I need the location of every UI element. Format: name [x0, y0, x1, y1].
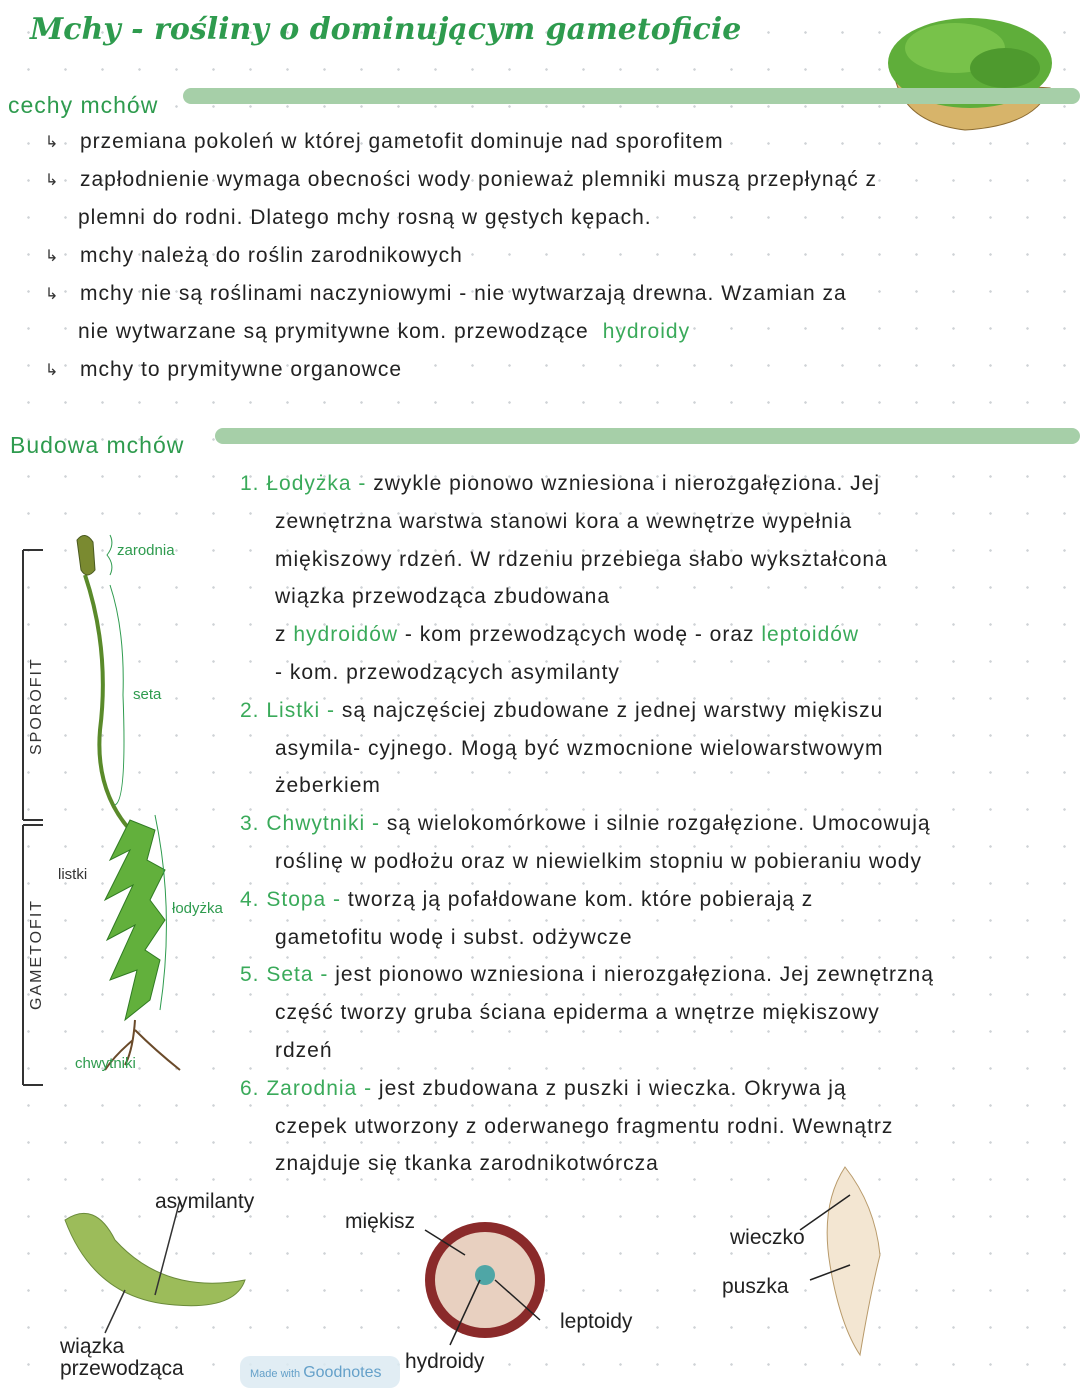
page-title: Mchy - rośliny o dominującym gametoficie: [30, 12, 742, 47]
capsule-image: [790, 1165, 900, 1360]
structure-item: [240, 1077, 847, 1101]
item-heading: 2. Listki -: [240, 698, 336, 722]
structure-line: [275, 510, 852, 534]
structure-line: [275, 1001, 880, 1025]
label-zarodnia: zarodnia: [117, 542, 175, 559]
line-text: tworzą ją pofałdowane kom. które pobierają z: [341, 887, 814, 911]
line-text: znajduje się tkanka zarodnikotwórcza: [275, 1152, 659, 1176]
bullet-arrow-icon: ↳: [45, 248, 59, 265]
structure-line: [275, 661, 620, 685]
section-divider: [215, 428, 1080, 444]
label-asymilanty: asymilanty: [155, 1190, 255, 1213]
line-text: asymila- cyjnego. Mogą być wzmocnione wielowarstwowym: [275, 736, 884, 760]
line-text: żeberkiem: [275, 774, 381, 798]
structure-line: [275, 1039, 333, 1063]
line-text: mchy nie są roślinami naczyniowymi - nie wytwarzają drewna. Wzamian za: [80, 282, 847, 305]
structure-item: [240, 888, 813, 912]
label-wiazka: wiązka przewodząca: [60, 1335, 184, 1380]
line-text: mchy to prymitywne organowce: [80, 358, 403, 381]
label-sporofit: SPOROFIT: [28, 657, 45, 755]
line-text: - kom przewodzących wodę - oraz: [398, 623, 762, 647]
label-puszka: puszka: [722, 1275, 789, 1298]
structure-item: [240, 963, 934, 987]
bullet-arrow-icon: ↳: [45, 362, 59, 379]
line-text: plemni do rodni. Dlatego mchy rosną w gęstych kępach.: [78, 206, 652, 229]
feature-line: [80, 282, 847, 306]
label-wieczko: wieczko: [730, 1226, 805, 1249]
label-chwytniki: chwytniki: [75, 1055, 136, 1072]
line-text: nie wytwarzane są prymitywne kom. przewodzące: [78, 320, 589, 343]
label-hydroidy: hydroidy: [405, 1350, 485, 1373]
section-divider: [183, 88, 1080, 104]
bullet-arrow-icon: ↳: [45, 172, 59, 189]
item-heading: 4. Stopa -: [240, 887, 342, 911]
line-text: wiązka przewodząca zbudowana: [275, 585, 611, 609]
bullet-arrow-icon: ↳: [45, 134, 59, 151]
item-heading: 5. Seta -: [240, 963, 329, 987]
label-listki: listki: [58, 866, 88, 883]
structure-item: [240, 699, 883, 723]
structure-line: [275, 585, 610, 609]
watermark-brand: Goodnotes: [303, 1364, 382, 1381]
label-lodyzka: łodyżka: [172, 900, 223, 917]
label-miekisz: miękisz: [345, 1210, 416, 1233]
feature-line: [80, 244, 463, 268]
line-text: miękiszowy rdzeń. W rdzeniu przebiega słabo wykształcona: [275, 547, 888, 571]
highlight-term: leptoidów: [761, 623, 860, 647]
structure-line: [275, 774, 381, 798]
structure-line: [275, 737, 884, 761]
line-text: rdzeń: [275, 1039, 333, 1062]
stem-cross-section-image: [410, 1220, 560, 1350]
line-text: mchy należą do roślin zarodnikowych: [80, 244, 463, 267]
line-text: roślinę w podłożu oraz w niewielkim stopniu w pobieraniu wody: [275, 850, 922, 873]
structure-line: [275, 850, 922, 874]
label-gametofit: GAMETOFIT: [28, 898, 45, 1010]
line-text: czepek utworzony z oderwanego fragmentu rodni. Wewnątrz: [275, 1114, 894, 1138]
line-text: zwykle pionowo wzniesiona i nierozgałęziona. Jej: [366, 472, 880, 495]
line-text: zewnętrzna warstwa stanowi kora a wewnętrze wypełnia: [275, 509, 853, 533]
line-text: gametofitu wodę i subst. odżywcze: [275, 925, 633, 949]
line-text: z: [275, 623, 294, 647]
structure-line: [275, 926, 633, 950]
item-heading: 6. Zarodnia -: [240, 1076, 373, 1100]
structure-line: [275, 1152, 659, 1176]
feature-line: [80, 358, 402, 382]
item-heading: 3. Chwytniki -: [240, 812, 381, 836]
line-text: są najczęściej zbudowane z jednej warstwy miękiszu: [335, 698, 884, 722]
highlight-term: hydroidy: [602, 320, 691, 343]
moss-clump-illustration: [885, 8, 1055, 133]
structure-line: [275, 1115, 893, 1139]
structure-line: [275, 623, 859, 647]
item-heading: 1. Łodyżka -: [240, 472, 367, 495]
line-text: część tworzy gruba ściana epiderma a wnętrze miękiszowy: [275, 1001, 880, 1025]
label-seta: seta: [133, 686, 162, 703]
feature-line: [78, 206, 652, 230]
label-leptoidy: leptoidy: [560, 1310, 633, 1333]
section-heading-features: cechy mchów: [8, 92, 159, 118]
line-text: zapłodnienie wymaga obecności wody ponieważ plemniki muszą przepłynąć z: [80, 168, 878, 191]
goodnotes-watermark: [240, 1356, 400, 1388]
leaf-cross-section-image: [55, 1200, 255, 1335]
line-text: - kom. przewodzących asymilanty: [275, 661, 620, 684]
line-text: jest pionowo wzniesiona i nierozgałęziona. Jej zewnętrzną: [328, 963, 934, 987]
structure-item: [240, 472, 880, 496]
feature-line: [80, 130, 724, 154]
moss-plant-diagram: [15, 530, 235, 1090]
feature-line: [78, 320, 690, 344]
bullet-arrow-icon: ↳: [45, 286, 59, 303]
highlight-term: hydroidów: [293, 623, 399, 647]
feature-line: [80, 168, 877, 192]
line-text: przemiana pokoleń w której gametofit dominuje nad sporofitem: [80, 130, 724, 153]
line-text: jest zbudowana z puszki i wieczka. Okrywa ją: [372, 1076, 847, 1100]
watermark-text: Made with: [250, 1368, 301, 1380]
line-text: są wielokomórkowe i silnie rozgałęzione. Umocowują: [380, 812, 931, 836]
structure-line: [275, 548, 888, 572]
structure-item: [240, 812, 931, 836]
section-heading-structure: Budowa mchów: [10, 432, 185, 458]
